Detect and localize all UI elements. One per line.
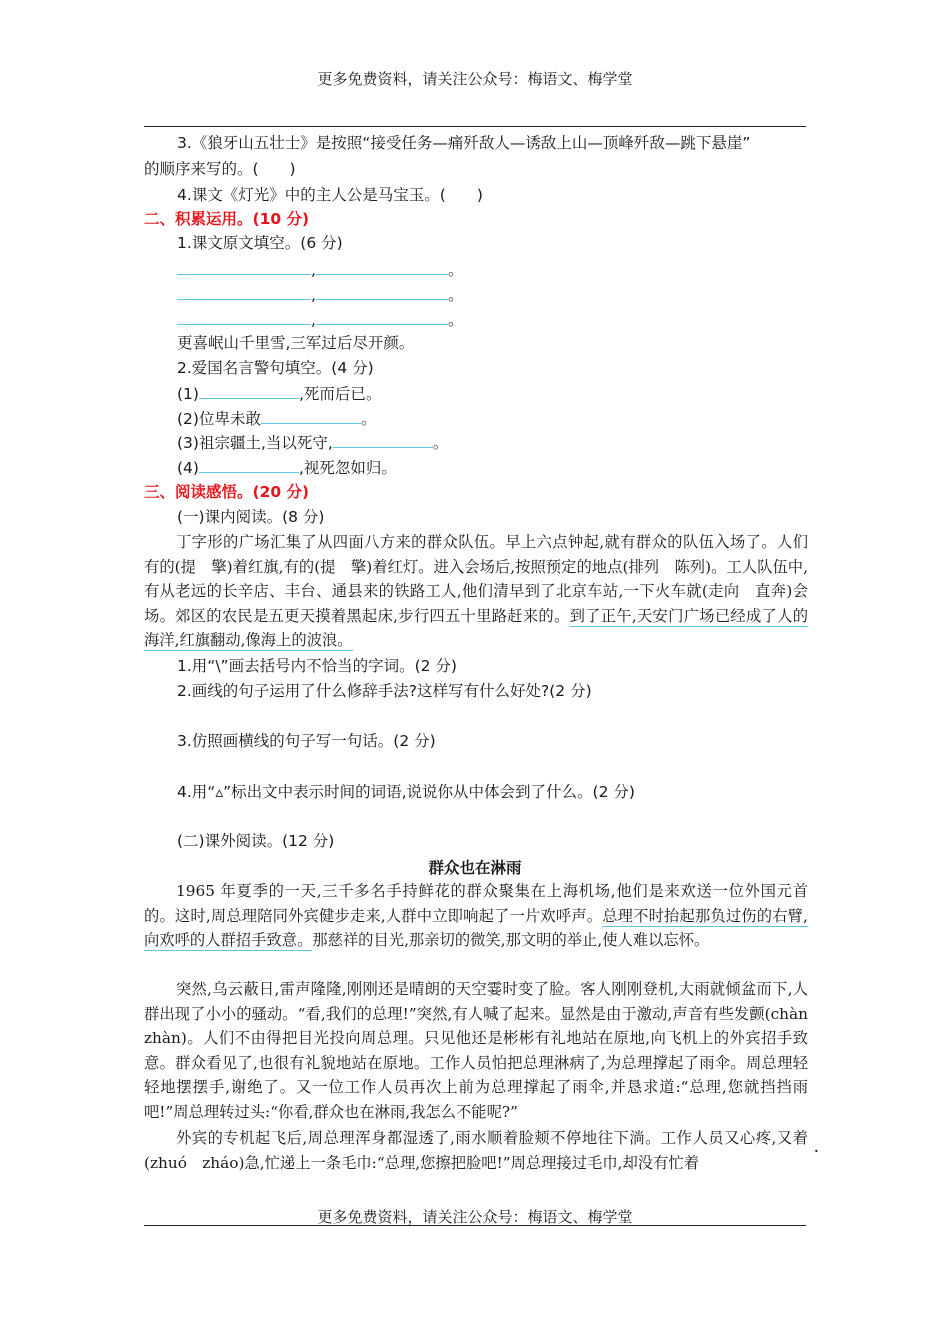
blank-motto-3[interactable] (333, 432, 433, 448)
s2-question-1: 1.课文原文填空。(6 分) (177, 234, 343, 252)
passage-2-para-3: 外宾的专机起飞后,周总理浑身都湿透了,雨水顺着脸颊不停地往下淌。工作人员又心疼,又着(zhuó zháo)急,忙递上一条毛巾:“总理,您擦把脸吧!”周总理接过毛巾,却没有忙着 (144, 1129, 808, 1172)
reading-question-3: 3.仿照画横线的句子写一句话。(2 分) (177, 732, 436, 750)
motto-4: (4) ,视死忽如归。 (177, 459, 397, 477)
reading-1-title: (一)课内阅读。(8 分) (177, 508, 325, 526)
section-3-heading: 三、阅读感悟。(20 分) (144, 483, 310, 501)
blank-3b[interactable] (316, 309, 448, 325)
header-rule (144, 126, 806, 127)
passage-2-para-1: 1965 年夏季的一天,三千多名手持鲜花的群众聚集在上海机场,他们是来欢送一位外国元首的。这时,周总理陪同外宾健步走来,人群中立即响起了一片欢呼声。总理不时抬起那负过伤的右臂,向欢呼的人群招手致意。那慈祥的目光,那亲切的微笑,那文明的举止,使人难以忘怀。 (144, 882, 808, 950)
underlined-sentence-2: 总理不时抬起那负过伤的右臂,向欢呼的人群招手致意。 (144, 906, 808, 950)
underlined-sentence-1: 到了正午,天安门广场已经成了人的海洋,红旗翻动,像海上的波浪。 (144, 606, 808, 650)
passage-2-para-2: 突然,乌云蔽日,雷声隆隆,刚刚还是晴朗的天空霎时变了脸。客人刚刚登机,大雨就倾盆而下,人群出现了小小的骚动。“看,我们的总理!”突然,有人喊了起来。显然是由于激动,声音有些发颤(chàn zhàn)。人们不由得把目光投向周总理。只见他还是彬彬有礼地站在原地,向飞机上的外宾招手致意。群众看见了,也很有礼貌地站在原地。工作人员怕把总理淋病了,为总理撑起了雨伞。周总理轻轻地摆摆手,谢绝了。又一位工作人员再次上前为总理撑起了雨伞,并恳求道:“总理,您就挡挡雨吧!”周总理转过头:“你看,群众也在淋雨,我怎么不能呢?” (144, 980, 824, 1121)
blank-1b[interactable] (316, 259, 448, 275)
fill-row-2: , 。 (177, 284, 463, 305)
fill-row-3: , 。 (177, 309, 463, 330)
motto-3: (3)祖宗疆土,当以死守, 。 (177, 434, 449, 452)
motto-1: (1) ,死而后已。 (177, 385, 382, 403)
header-note: 更多免费资料，请关注公众号：梅语文、梅学堂 (317, 70, 633, 88)
reading-question-1: 1.用“\”画去括号内不恰当的字词。(2 分) (177, 657, 457, 675)
reading-question-2: 2.画线的句子运用了什么修辞手法?这样写有什么好处?(2 分) (177, 682, 592, 700)
story-title: 群众也在淋雨 (428, 858, 522, 877)
blank-motto-4[interactable] (199, 457, 299, 473)
question-3-line2: 的顺序来写的。( ) (144, 160, 296, 178)
passage-1: 丁字形的广场汇集了从四面八方来的群众队伍。早上六点钟起,就有群众的队伍入场了。人们有的(提 擎)着红旗,有的(提 擎)着红灯。进入会场后,按照预定的地点(排列 陈列)。工人队伍中,有从老远的长辛店、丰台、通县来的铁路工人,他们清早到了北京车站,一下火车就(走向 直奔)会场。郊区的农民是五更天摸着黑起床,步行四五十里路赶来的。到了正午,天安门广场已经成了人的海洋,红旗翻动,像海上的波浪。 (144, 533, 808, 650)
dotted-character: 着 (792, 1129, 808, 1147)
blank-motto-2[interactable] (261, 408, 361, 424)
question-4: 4.课文《灯光》中的主人公是马宝玉。( ) (177, 186, 483, 204)
blank-2a[interactable] (177, 284, 311, 300)
reading-2-title: (二)课外阅读。(12 分) (177, 832, 335, 850)
s2-question-2: 2.爱国名言警句填空。(4 分) (177, 359, 374, 377)
footer-note: 更多免费资料，请关注公众号：梅语文、梅学堂 (317, 1208, 633, 1226)
section-2-heading: 二、积累运用。(10 分) (144, 210, 310, 228)
question-3-line1: 3.《狼牙山五壮士》是按照“接受任务—痛歼敌人—诱敌上山—顶峰歼敌—跳下悬崖” (177, 134, 751, 152)
fill-row-1: , 。 (177, 259, 463, 280)
blank-motto-1[interactable] (199, 383, 299, 399)
motto-2: (2)位卑未敢 。 (177, 410, 377, 428)
blank-2b[interactable] (316, 284, 448, 300)
blank-3a[interactable] (177, 309, 311, 325)
poem-last-line: 更喜岷山千里雪,三军过后尽开颜。 (177, 334, 415, 352)
footer-rule (144, 1225, 806, 1226)
reading-question-4: 4.用“▵”标出文中表示时间的词语,说说你从中体会到了什么。(2 分) (177, 783, 635, 801)
blank-1a[interactable] (177, 259, 311, 275)
